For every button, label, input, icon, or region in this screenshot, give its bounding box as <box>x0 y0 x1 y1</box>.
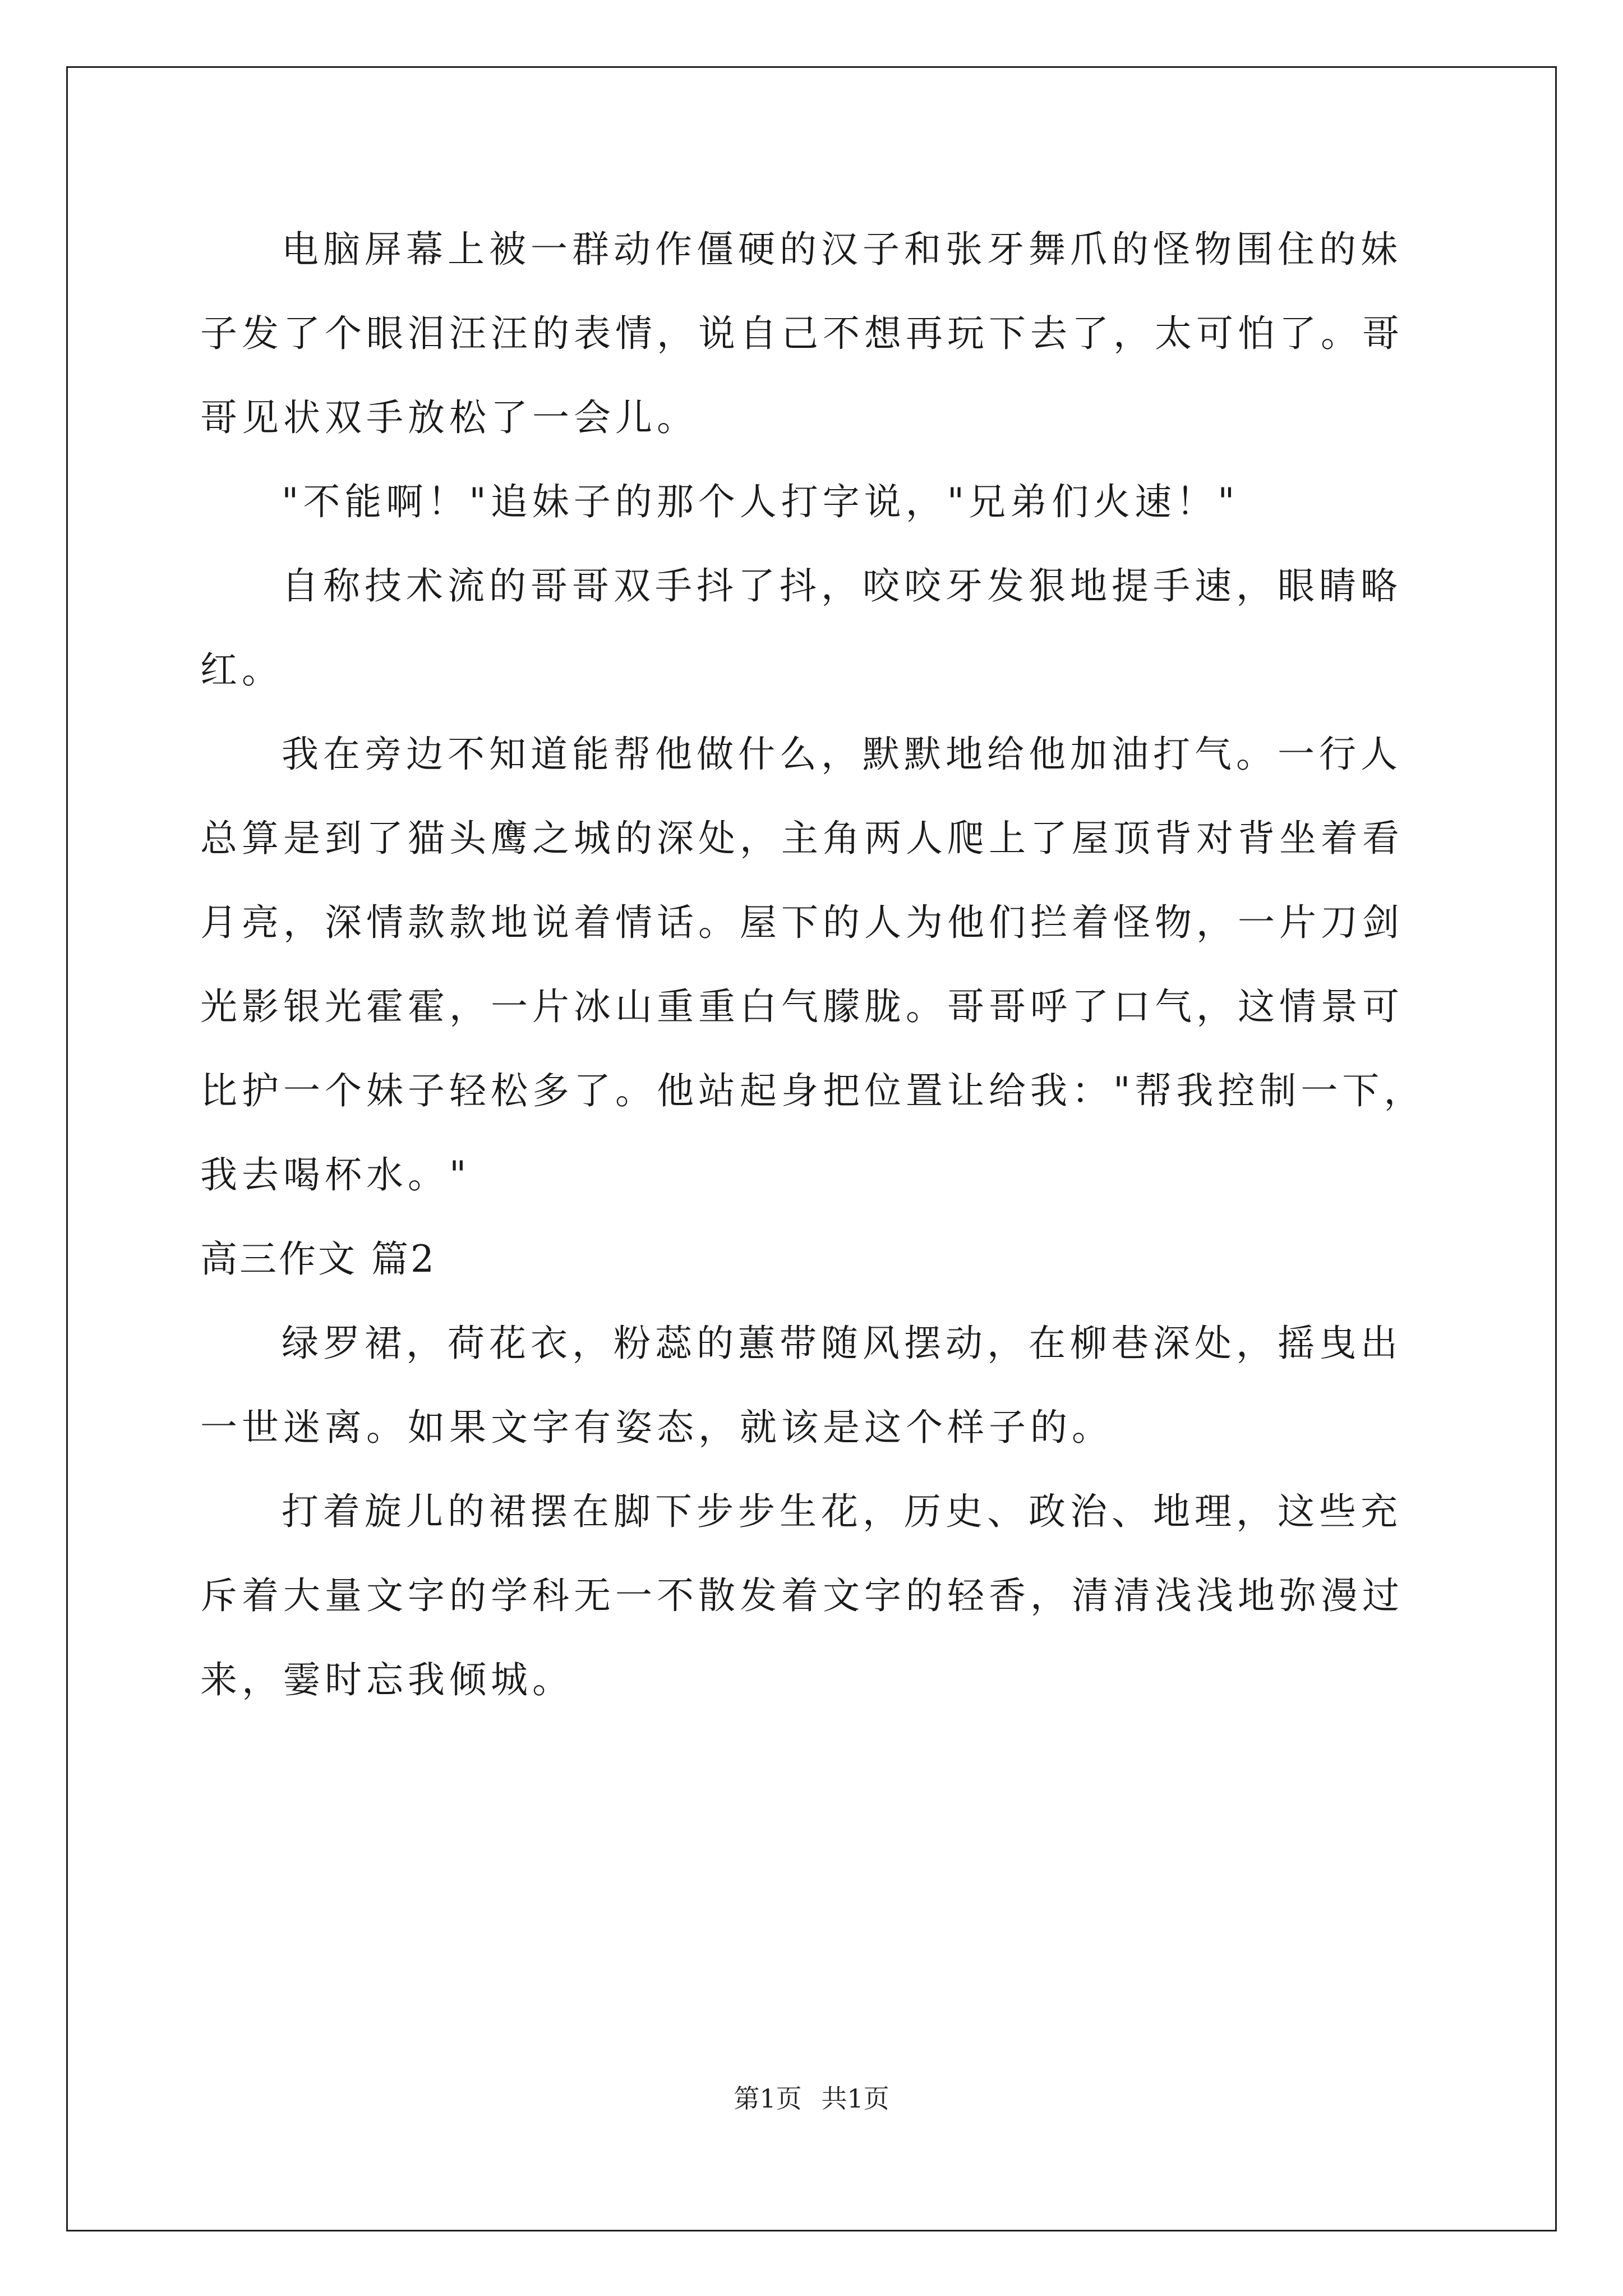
paragraph: "不能啊！"追妹子的那个人打字说，"兄弟们火速！" <box>282 480 1239 523</box>
paragraph: 打着旋儿的裙摆在脚下步步生花，历史、政治、地理，这些充斥着大量文字的学科无一不散发着文字的轻香，清清浅浅地弥漫过来，霎时忘我倾城。 <box>200 1490 1404 1701</box>
page-footer <box>0 2078 1623 2115</box>
document-body <box>200 208 1434 1722</box>
page-total: 共1页 <box>821 2083 889 2114</box>
page-number: 第1页 <box>734 2083 802 2114</box>
section-heading: 高三作文 篇2 <box>200 1237 436 1281</box>
paragraph: 我在旁边不知道能帮他做什么，默默地给他加油打气。一行人总算是到了猫头鹰之城的深处，主角两人爬上了屋顶背对背坐着看月亮，深情款款地说着情话。屋下的人为他们拦着怪物，一片刀剑光影银光霍霍，一片冰山重重白气朦胧。哥哥呼了口气，这情景可比护一个妹子轻松多了。他站起身把位置让给我："帮我控制一下，我去喝杯水。" <box>200 733 1426 1197</box>
paragraph: 自称技术流的哥哥双手抖了抖，咬咬牙发狠地提手速，眼睛略红。 <box>200 564 1402 692</box>
paragraph: 电脑屏幕上被一群动作僵硬的汉子和张牙舞爪的怪物围住的妹子发了个眼泪汪汪的表情，说自己不想再玩下去了，太可怕了。哥哥见状双手放松了一会儿。 <box>200 228 1404 439</box>
paragraph: 绿罗裙，荷花衣，粉蕊的蕙带随风摆动，在柳巷深处，摇曳出一世迷离。如果文字有姿态，就该是这个样子的。 <box>200 1322 1402 1449</box>
